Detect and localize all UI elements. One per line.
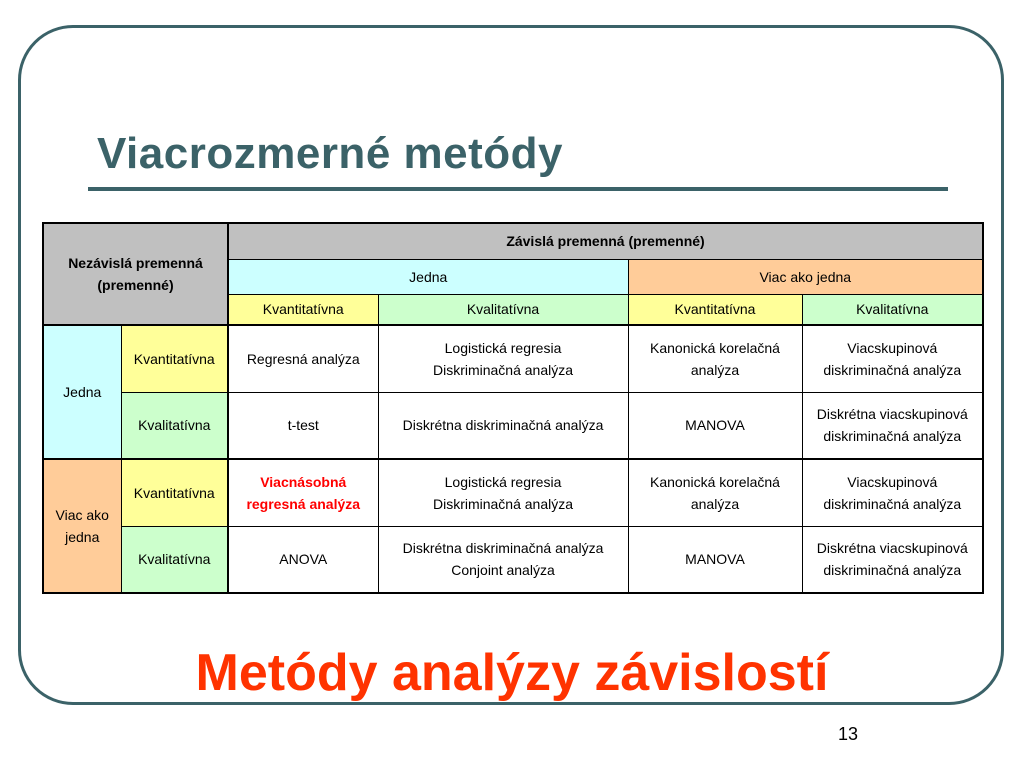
table-cell: Diskrétna viacskupinová diskriminačná analýza (802, 392, 983, 459)
title-underline (88, 187, 948, 191)
indep-type-qual: Kvalitatívna (121, 526, 228, 593)
independent-variable-header: Nezávislá premenná (premenné) (43, 223, 228, 325)
dependent-variable-header: Závislá premenná (premenné) (228, 223, 983, 259)
dep-type-one-quant: Kvantitatívna (228, 294, 378, 325)
indep-group-many: Viac ako jedna (43, 459, 121, 593)
table-cell (378, 459, 628, 526)
cell-line: Logistická regresia (444, 339, 562, 356)
cell-line: Diskrétna diskriminačná analýza (402, 540, 604, 557)
cell-line: Logistická regresia (444, 473, 562, 490)
table-cell: MANOVA (628, 526, 802, 593)
table-cell: Viacskupinová diskriminačná analýza (802, 459, 983, 526)
dep-type-many-quant: Kvantitatívna (628, 294, 802, 325)
table-cell: MANOVA (628, 392, 802, 459)
dep-group-one: Jedna (228, 259, 628, 294)
table-cell (378, 526, 628, 593)
dep-type-one-qual: Kvalitatívna (378, 294, 628, 325)
table-cell: Viacskupinová diskriminačná analýza (802, 325, 983, 392)
cell-line: Diskriminačná analýza (432, 495, 574, 512)
indep-group-one: Jedna (43, 325, 121, 459)
cell-line: Diskriminačná analýza (432, 361, 574, 378)
indep-type-quant: Kvantitatívna (121, 325, 228, 392)
table-cell: Diskrétna diskriminačná analýza (378, 392, 628, 459)
page-number: 13 (838, 724, 859, 744)
dep-type-many-qual: Kvalitatívna (802, 294, 983, 325)
table-cell: Regresná analýza (228, 325, 378, 392)
indep-type-qual: Kvalitatívna (121, 392, 228, 459)
indep-type-quant: Kvantitatívna (121, 459, 228, 526)
table-cell: Diskrétna viacskupinová diskriminačná analýza (802, 526, 983, 593)
table-cell (378, 325, 628, 392)
table-cell: t-test (228, 392, 378, 459)
methods-table (42, 222, 984, 594)
table-cell: ANOVA (228, 526, 378, 593)
table-cell: Kanonická korelačná analýza (628, 325, 802, 392)
dep-group-many: Viac ako jedna (628, 259, 983, 294)
cell-line: Conjoint analýza (451, 562, 555, 579)
highlighted-method-cell: Viacnásobná regresná analýza (228, 459, 378, 526)
slide-subtitle: Metódy analýzy závislostí (195, 644, 829, 702)
table-cell: Kanonická korelačná analýza (628, 459, 802, 526)
slide-title: Viacrozmerné metódy (97, 129, 563, 178)
